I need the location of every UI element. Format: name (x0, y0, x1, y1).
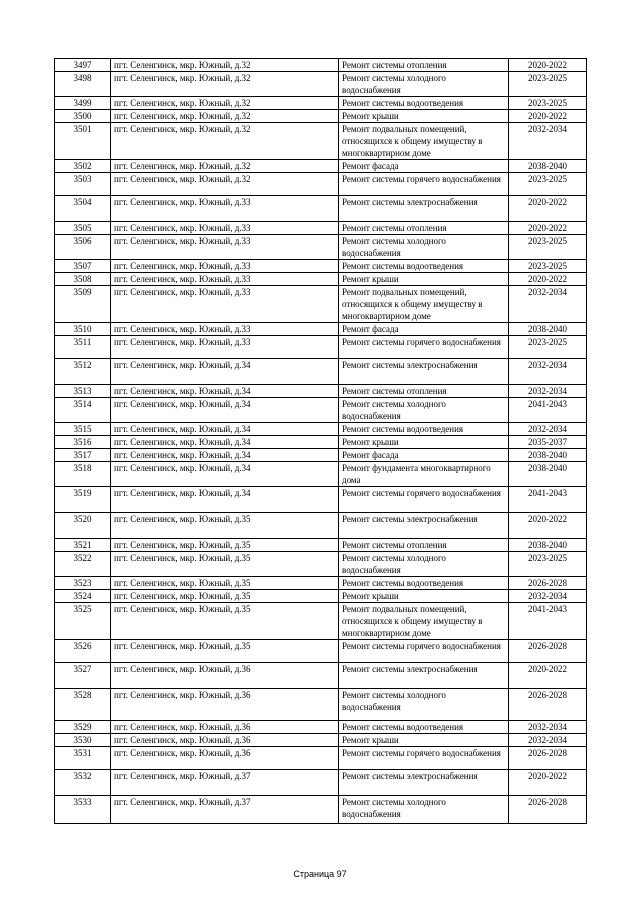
row-address: пгт. Селенгинск, мкр. Южный, д.34 (111, 462, 339, 487)
table-row (55, 160, 587, 173)
row-work-type: Ремонт системы холодного водоснабжения (339, 689, 509, 721)
row-number: 3514 (55, 398, 111, 423)
row-years: 2038-2040 (509, 462, 587, 487)
row-years: 2023-2025 (509, 336, 587, 359)
row-address: пгт. Селенгинск, мкр. Южный, д.32 (111, 110, 339, 123)
row-number: 3503 (55, 173, 111, 196)
row-number: 3524 (55, 590, 111, 603)
table-row (55, 539, 587, 552)
row-work-type: Ремонт системы холодного водоснабжения (339, 552, 509, 577)
row-years: 2020-2022 (509, 196, 587, 222)
row-address: пгт. Селенгинск, мкр. Южный, д.33 (111, 323, 339, 336)
table-row (55, 796, 587, 824)
row-address: пгт. Селенгинск, мкр. Южный, д.36 (111, 747, 339, 770)
row-years: 2038-2040 (509, 539, 587, 552)
table-row (55, 235, 587, 260)
row-work-type: Ремонт системы горячего водоснабжения (339, 487, 509, 513)
table-row (55, 385, 587, 398)
row-number: 3515 (55, 423, 111, 436)
table-row (55, 689, 587, 721)
row-address: пгт. Селенгинск, мкр. Южный, д.33 (111, 336, 339, 359)
row-address: пгт. Селенгинск, мкр. Южный, д.34 (111, 423, 339, 436)
row-years: 2032-2034 (509, 721, 587, 734)
row-work-type: Ремонт системы отопления (339, 539, 509, 552)
row-years: 2023-2025 (509, 552, 587, 577)
row-work-type: Ремонт подвальных помещений, относящихся к общему имуществу в многоквартирном доме (339, 286, 509, 323)
row-work-type: Ремонт системы горячего водоснабжения (339, 747, 509, 770)
row-address: пгт. Селенгинск, мкр. Южный, д.33 (111, 273, 339, 286)
row-address: пгт. Селенгинск, мкр. Южный, д.33 (111, 286, 339, 323)
table-row (55, 423, 587, 436)
table-row (55, 747, 587, 770)
row-work-type: Ремонт системы водоотведения (339, 577, 509, 590)
row-years: 2041-2043 (509, 603, 587, 640)
table-row (55, 359, 587, 385)
row-work-type: Ремонт системы отопления (339, 222, 509, 235)
work-schedule-table (54, 58, 587, 824)
row-address: пгт. Селенгинск, мкр. Южный, д.33 (111, 260, 339, 273)
row-address: пгт. Селенгинск, мкр. Южный, д.33 (111, 235, 339, 260)
row-work-type: Ремонт системы холодного водоснабжения (339, 235, 509, 260)
row-years: 2023-2025 (509, 235, 587, 260)
row-number: 3512 (55, 359, 111, 385)
row-number: 3508 (55, 273, 111, 286)
row-work-type: Ремонт крыши (339, 110, 509, 123)
row-address: пгт. Селенгинск, мкр. Южный, д.34 (111, 385, 339, 398)
row-number: 3505 (55, 222, 111, 235)
row-years: 2032-2034 (509, 286, 587, 323)
row-number: 3510 (55, 323, 111, 336)
row-number: 3497 (55, 59, 111, 72)
row-work-type: Ремонт фасада (339, 449, 509, 462)
row-number: 3519 (55, 487, 111, 513)
row-number: 3529 (55, 721, 111, 734)
row-work-type: Ремонт системы холодного водоснабжения (339, 398, 509, 423)
row-number: 3522 (55, 552, 111, 577)
row-number: 3501 (55, 123, 111, 160)
table-row (55, 721, 587, 734)
row-address: пгт. Селенгинск, мкр. Южный, д.35 (111, 640, 339, 663)
row-years: 2023-2025 (509, 173, 587, 196)
row-years: 2020-2022 (509, 59, 587, 72)
row-work-type: Ремонт системы горячего водоснабжения (339, 173, 509, 196)
row-years: 2020-2022 (509, 770, 587, 796)
table-row (55, 734, 587, 747)
row-address: пгт. Селенгинск, мкр. Южный, д.35 (111, 513, 339, 539)
row-years: 2032-2034 (509, 734, 587, 747)
row-years: 2032-2034 (509, 385, 587, 398)
row-address: пгт. Селенгинск, мкр. Южный, д.35 (111, 577, 339, 590)
table-row (55, 173, 587, 196)
row-work-type: Ремонт фасада (339, 160, 509, 173)
table-row (55, 97, 587, 110)
row-years: 2038-2040 (509, 160, 587, 173)
table-row (55, 577, 587, 590)
row-work-type: Ремонт системы водоотведения (339, 721, 509, 734)
row-years: 2038-2040 (509, 449, 587, 462)
row-work-type: Ремонт системы отопления (339, 385, 509, 398)
row-years: 2032-2034 (509, 359, 587, 385)
table-row (55, 552, 587, 577)
row-address: пгт. Селенгинск, мкр. Южный, д.36 (111, 734, 339, 747)
row-work-type: Ремонт фасада (339, 323, 509, 336)
row-address: пгт. Селенгинск, мкр. Южный, д.32 (111, 123, 339, 160)
table-row (55, 110, 587, 123)
row-years: 2041-2043 (509, 398, 587, 423)
row-number: 3521 (55, 539, 111, 552)
row-work-type: Ремонт системы электроснабжения (339, 359, 509, 385)
row-number: 3511 (55, 336, 111, 359)
row-work-type: Ремонт крыши (339, 590, 509, 603)
row-address: пгт. Селенгинск, мкр. Южный, д.32 (111, 72, 339, 97)
table-row (55, 72, 587, 97)
table-row (55, 336, 587, 359)
row-number: 3502 (55, 160, 111, 173)
row-address: пгт. Селенгинск, мкр. Южный, д.33 (111, 222, 339, 235)
row-work-type: Ремонт системы водоотведения (339, 97, 509, 110)
row-work-type: Ремонт системы электроснабжения (339, 770, 509, 796)
row-years: 2023-2025 (509, 260, 587, 273)
row-number: 3509 (55, 286, 111, 323)
row-years: 2032-2034 (509, 423, 587, 436)
row-years: 2041-2043 (509, 487, 587, 513)
table-row (55, 640, 587, 663)
row-address: пгт. Селенгинск, мкр. Южный, д.36 (111, 721, 339, 734)
row-work-type: Ремонт фундамента многоквартирного дома (339, 462, 509, 487)
table-row (55, 590, 587, 603)
row-years: 2023-2025 (509, 72, 587, 97)
row-years: 2020-2022 (509, 513, 587, 539)
page-number: Страница 97 (293, 869, 347, 879)
table-row (55, 436, 587, 449)
row-work-type: Ремонт системы водоотведения (339, 423, 509, 436)
row-number: 3520 (55, 513, 111, 539)
table-row (55, 487, 587, 513)
row-work-type: Ремонт подвальных помещений, относящихся к общему имуществу в многоквартирном доме (339, 123, 509, 160)
table-row (55, 462, 587, 487)
row-address: пгт. Селенгинск, мкр. Южный, д.32 (111, 160, 339, 173)
row-years: 2026-2028 (509, 577, 587, 590)
row-address: пгт. Селенгинск, мкр. Южный, д.35 (111, 552, 339, 577)
row-address: пгт. Селенгинск, мкр. Южный, д.35 (111, 539, 339, 552)
row-work-type: Ремонт системы электроснабжения (339, 196, 509, 222)
table-row (55, 222, 587, 235)
row-years: 2026-2028 (509, 689, 587, 721)
row-number: 3500 (55, 110, 111, 123)
row-work-type: Ремонт системы горячего водоснабжения (339, 336, 509, 359)
table-row (55, 59, 587, 72)
row-number: 3531 (55, 747, 111, 770)
row-work-type: Ремонт крыши (339, 273, 509, 286)
row-address: пгт. Селенгинск, мкр. Южный, д.32 (111, 173, 339, 196)
row-number: 3507 (55, 260, 111, 273)
row-years: 2032-2034 (509, 123, 587, 160)
table-body (55, 59, 587, 824)
row-work-type: Ремонт системы горячего водоснабжения (339, 640, 509, 663)
row-years: 2020-2022 (509, 222, 587, 235)
row-work-type: Ремонт крыши (339, 734, 509, 747)
row-address: пгт. Селенгинск, мкр. Южный, д.36 (111, 689, 339, 721)
row-work-type: Ремонт подвальных помещений, относящихся к общему имуществу в многоквартирном доме (339, 603, 509, 640)
row-work-type: Ремонт системы электроснабжения (339, 663, 509, 689)
row-address: пгт. Селенгинск, мкр. Южный, д.34 (111, 449, 339, 462)
row-number: 3498 (55, 72, 111, 97)
row-address: пгт. Селенгинск, мкр. Южный, д.34 (111, 487, 339, 513)
table-row (55, 273, 587, 286)
row-number: 3527 (55, 663, 111, 689)
table-row (55, 398, 587, 423)
row-number: 3499 (55, 97, 111, 110)
table-row (55, 513, 587, 539)
row-work-type: Ремонт крыши (339, 436, 509, 449)
row-years: 2026-2028 (509, 796, 587, 824)
row-number: 3518 (55, 462, 111, 487)
row-address: пгт. Селенгинск, мкр. Южный, д.36 (111, 663, 339, 689)
row-years: 2026-2028 (509, 747, 587, 770)
table-row (55, 286, 587, 323)
row-work-type: Ремонт системы водоотведения (339, 260, 509, 273)
row-address: пгт. Селенгинск, мкр. Южный, д.34 (111, 398, 339, 423)
row-number: 3532 (55, 770, 111, 796)
row-years: 2020-2022 (509, 273, 587, 286)
row-work-type: Ремонт системы холодного водоснабжения (339, 796, 509, 824)
row-address: пгт. Селенгинск, мкр. Южный, д.35 (111, 590, 339, 603)
row-address: пгт. Селенгинск, мкр. Южный, д.32 (111, 59, 339, 72)
table-row (55, 323, 587, 336)
row-work-type: Ремонт системы холодного водоснабжения (339, 72, 509, 97)
row-number: 3530 (55, 734, 111, 747)
row-number: 3513 (55, 385, 111, 398)
row-number: 3504 (55, 196, 111, 222)
row-address: пгт. Селенгинск, мкр. Южный, д.37 (111, 770, 339, 796)
row-number: 3533 (55, 796, 111, 824)
row-address: пгт. Селенгинск, мкр. Южный, д.34 (111, 359, 339, 385)
row-number: 3523 (55, 577, 111, 590)
row-years: 2020-2022 (509, 110, 587, 123)
row-number: 3528 (55, 689, 111, 721)
row-address: пгт. Селенгинск, мкр. Южный, д.33 (111, 196, 339, 222)
row-years: 2038-2040 (509, 323, 587, 336)
table-row (55, 449, 587, 462)
table-row (55, 260, 587, 273)
row-number: 3506 (55, 235, 111, 260)
row-years: 2035-2037 (509, 436, 587, 449)
row-address: пгт. Селенгинск, мкр. Южный, д.34 (111, 436, 339, 449)
row-years: 2023-2025 (509, 97, 587, 110)
row-years: 2020-2022 (509, 663, 587, 689)
row-number: 3526 (55, 640, 111, 663)
row-number: 3516 (55, 436, 111, 449)
table-row (55, 123, 587, 160)
row-address: пгт. Селенгинск, мкр. Южный, д.37 (111, 796, 339, 824)
table-row (55, 603, 587, 640)
row-number: 3517 (55, 449, 111, 462)
table-row (55, 196, 587, 222)
row-work-type: Ремонт системы электроснабжения (339, 513, 509, 539)
row-work-type: Ремонт системы отопления (339, 59, 509, 72)
row-address: пгт. Селенгинск, мкр. Южный, д.35 (111, 603, 339, 640)
row-number: 3525 (55, 603, 111, 640)
row-years: 2032-2034 (509, 590, 587, 603)
row-address: пгт. Селенгинск, мкр. Южный, д.32 (111, 97, 339, 110)
table-row (55, 663, 587, 689)
table-row (55, 770, 587, 796)
row-years: 2026-2028 (509, 640, 587, 663)
